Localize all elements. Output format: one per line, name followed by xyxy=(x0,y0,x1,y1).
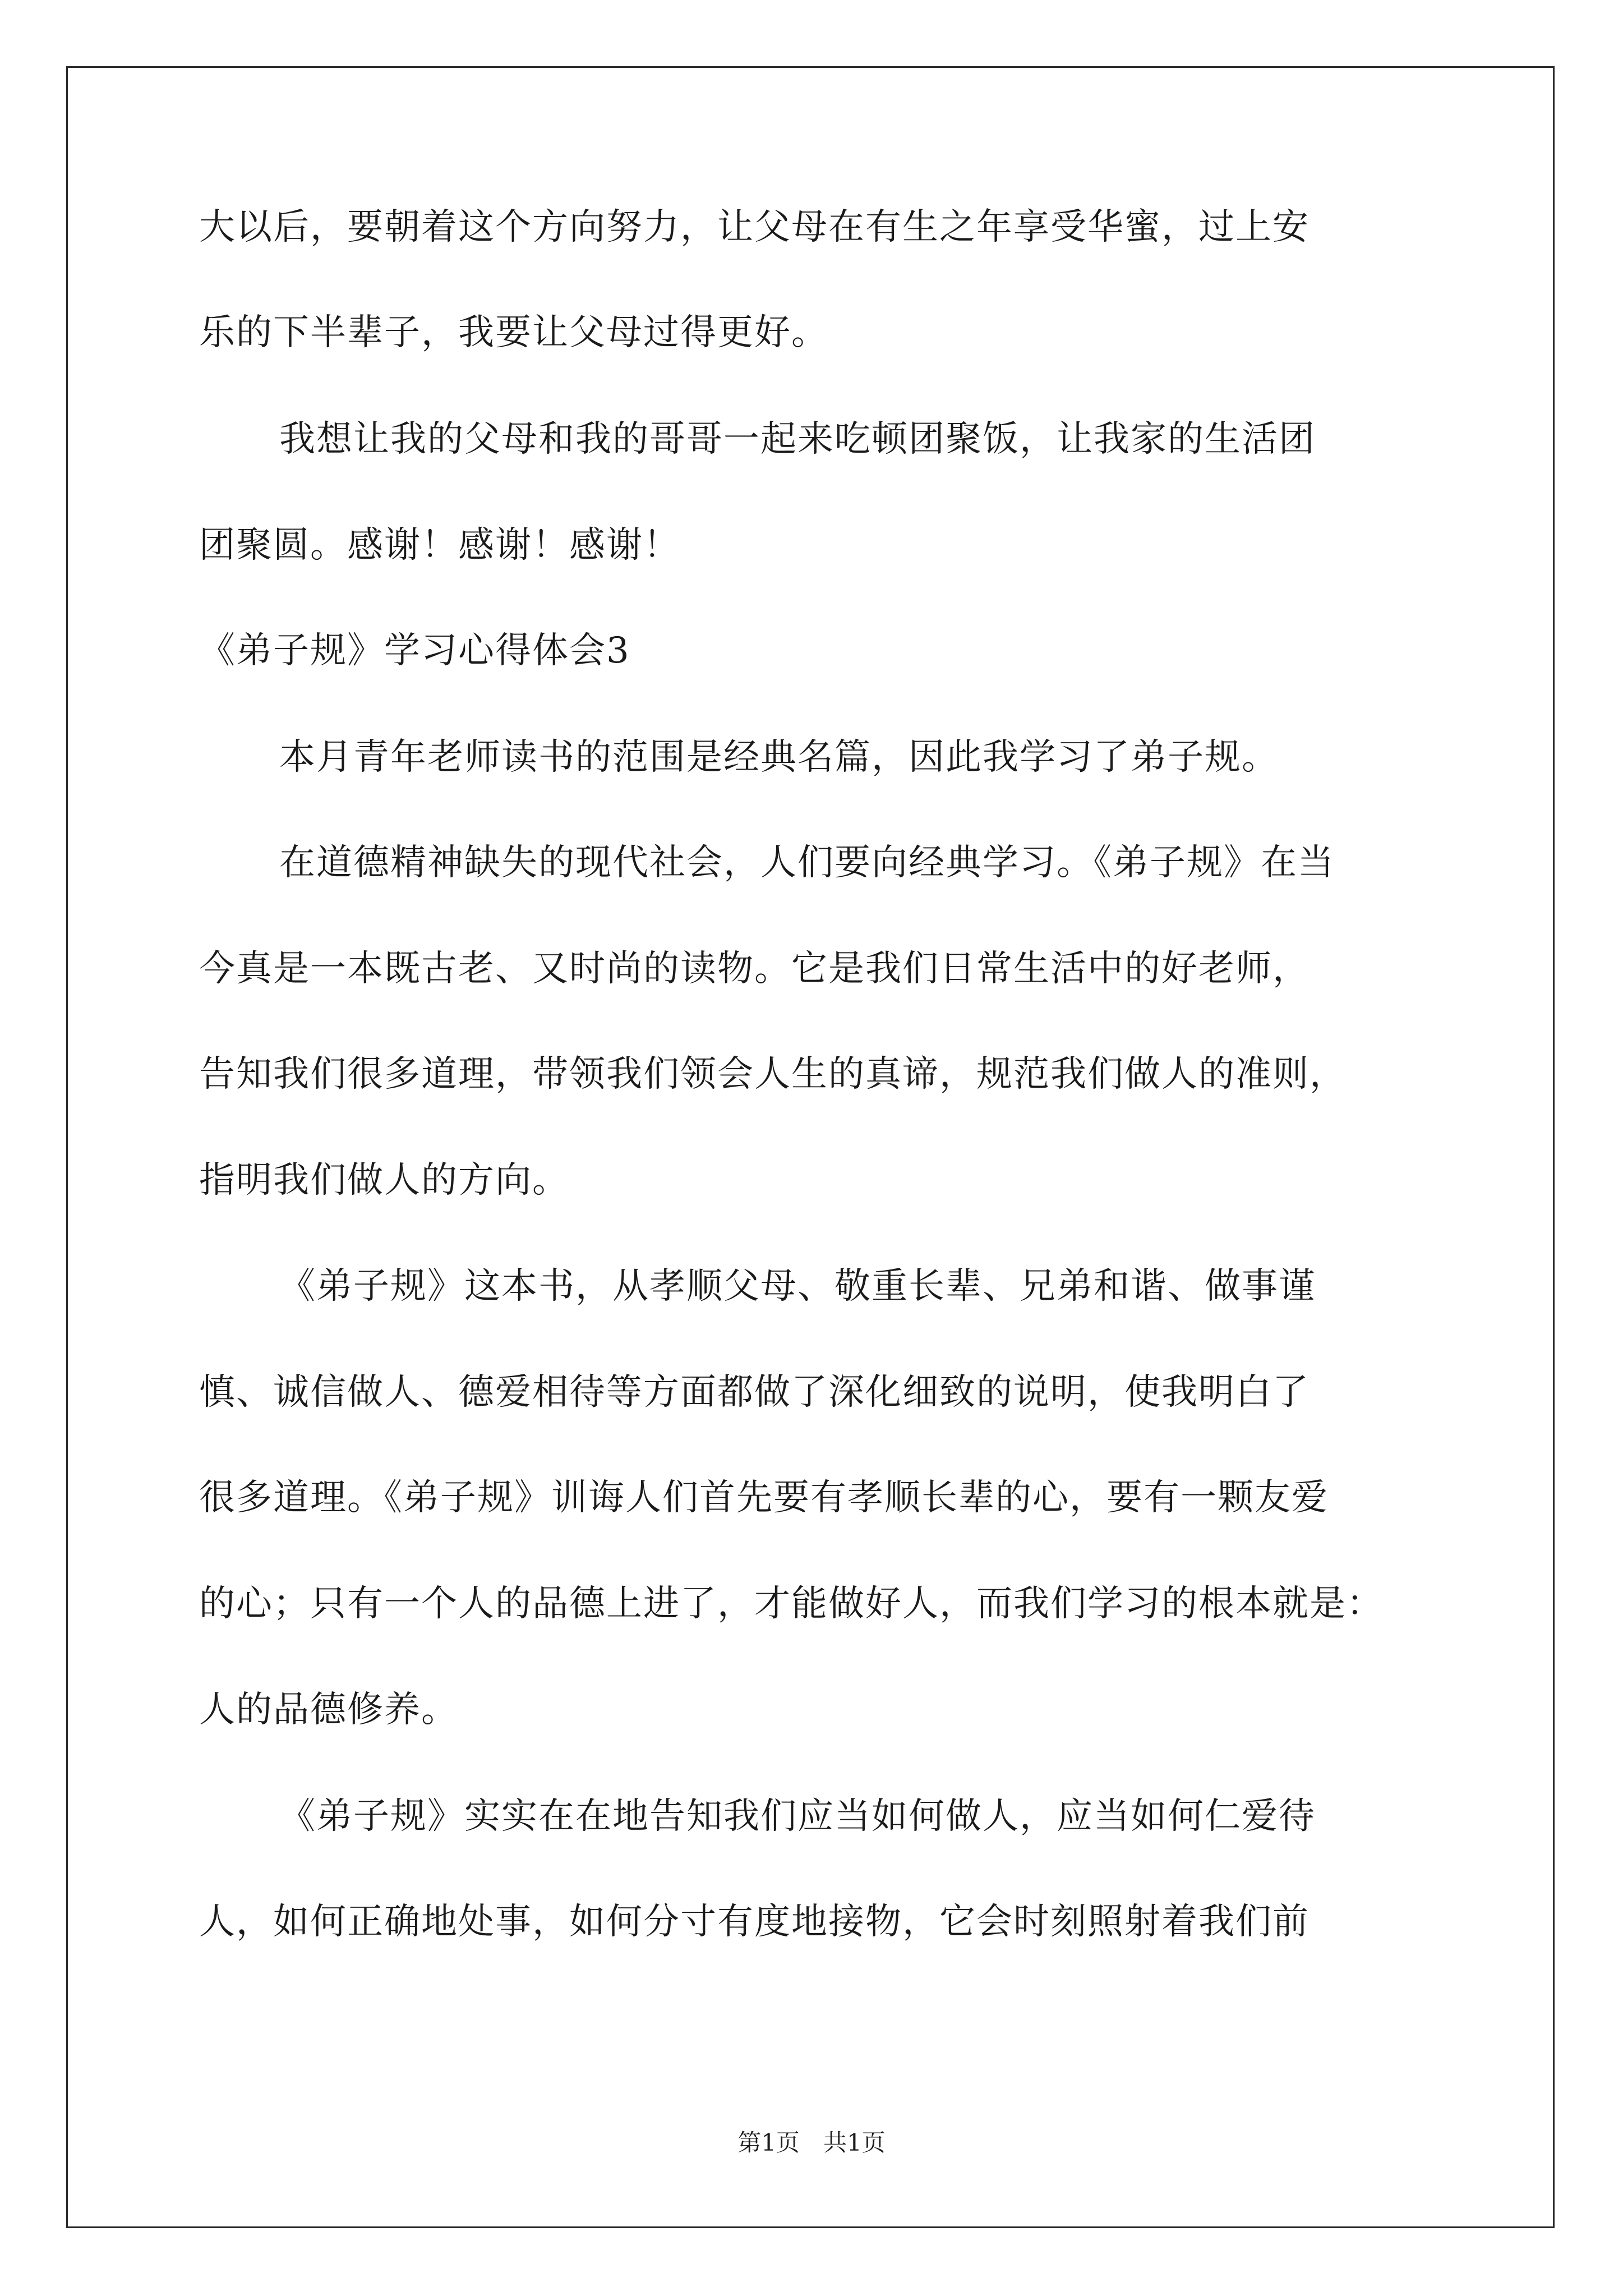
body-line: 乐的下半辈子，我要让父母过得更好。 xyxy=(199,312,828,353)
body-line: 慎、诚信做人、德爱相待等方面都做了深化细致的说明，使我明白了 xyxy=(199,1372,1310,1413)
page-footer: 第1页 共1页 xyxy=(737,2129,886,2156)
body-line: 指明我们做人的方向。 xyxy=(199,1159,569,1201)
body-line: 在道德精神缺失的现代社会，人们要向经典学习。《弟子规》在当 xyxy=(279,842,1335,884)
section-heading: 《弟子规》学习心得体会3 xyxy=(199,630,630,671)
body-line: 我想让我的父母和我的哥哥一起来吃顿团聚饭，让我家的生活团 xyxy=(279,418,1316,460)
body-line: 很多道理。《弟子规》训诲人们首先要有孝顺长辈的心，要有一颗友爱 xyxy=(199,1477,1329,1519)
body-line: 本月青年老师读书的范围是经典名篇，因此我学习了弟子规。 xyxy=(279,737,1279,778)
body-line: 《弟子规》这本书，从孝顺父母、敬重长辈、兄弟和谐、做事谨 xyxy=(279,1266,1316,1307)
body-line: 人，如何正确地处事，如何分寸有度地接物，它会时刻照射着我们前 xyxy=(199,1901,1310,1943)
body-line: 大以后，要朝着这个方向努力，让父母在有生之年享受华蜜，过上安 xyxy=(199,206,1310,248)
body-line: 今真是一本既古老、又时尚的读物。它是我们日常生活中的好老师， xyxy=(199,948,1310,990)
body-line: 《弟子规》实实在在地告知我们应当如何做人，应当如何仁爱待 xyxy=(279,1796,1316,1837)
body-line: 告知我们很多道理，带领我们领会人生的真谛，规范我们做人的准则， xyxy=(199,1053,1347,1095)
body-line: 团聚圆。感谢！感谢！感谢！ xyxy=(199,524,680,566)
body-line: 的心；只有一个人的品德上进了，才能做好人，而我们学习的根本就是： xyxy=(199,1583,1384,1625)
body-line: 人的品德修养。 xyxy=(199,1689,458,1731)
